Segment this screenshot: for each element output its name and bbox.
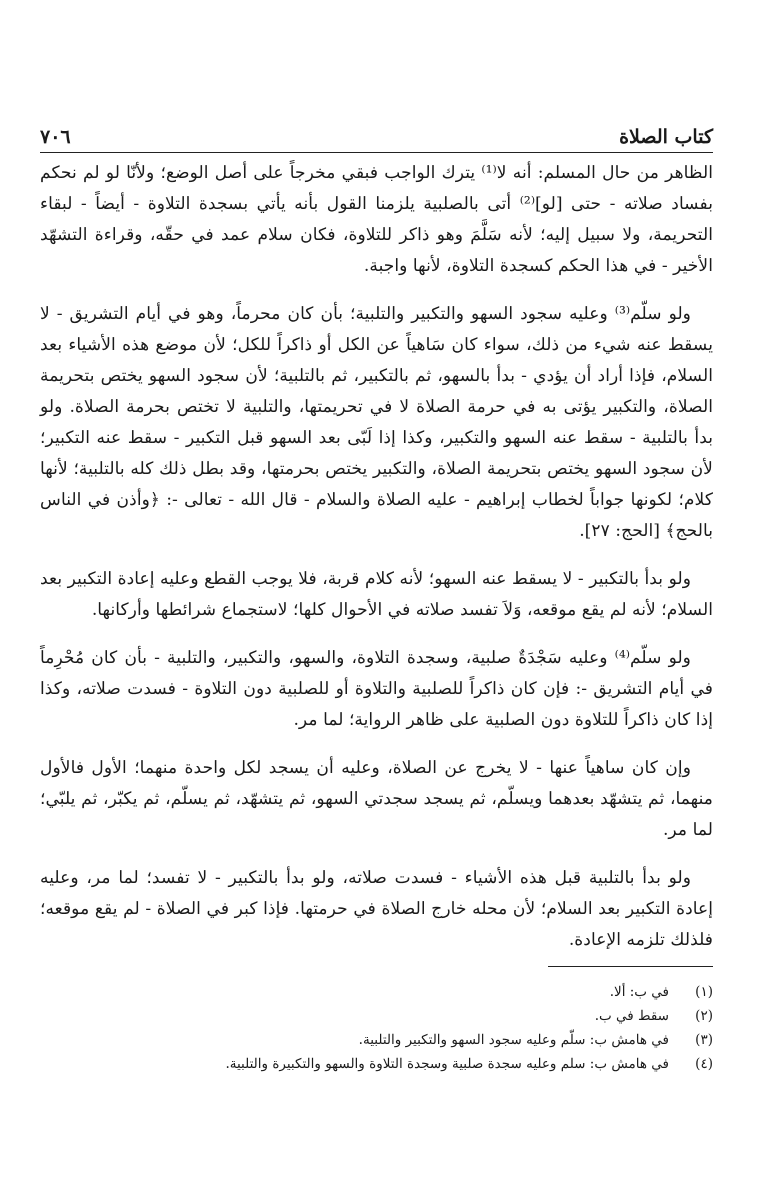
main-text xyxy=(40,158,713,973)
paragraph: ولو سلّم⁽⁴⁾ وعليه سَجْدَةٌ صلبية، وسجدة التلاوة، والسهو، والتكبير، والتلبية - بأن كان مُحْرِماً في أيام التشريق -: فإن كان ذاكراً للصلبية والتلاوة أو للصلبية دون التلاوة - فسدت صلاته، وكذا إذا كان ذاكراً للتلاوة دون الصلبية على ظاهر الرواية؛ لما مر. xyxy=(40,648,713,730)
footnote-number: (٤) xyxy=(695,1056,713,1072)
paragraph: ولو سلّم⁽³⁾ وعليه سجود السهو والتكبير والتلبية؛ بأن كان محرماً، وهو في أيام التشريق - لا يسقط عنه شيء من ذلك، سواء كان سَاهياً عن الكل أو ذاكراً للكل؛ لأن موضع هذه الأشياء بعد السلام، فإذا أراد أن يؤدي - بدأ بالسهو، ثم بالتكبير، ثم بالتلبية؛ لأن سجود السهو يختص بتحريمة الصلاة، والتكبير يؤتى به في حرمة الصلاة لا في تحريمتها، والتلبية لا تختص بحرمة الصلاة. ولو بدأ بالتلبية - سقط عنه السهو والتكبير، وكذا إذا لَبّى بعد السهو قبل التكبير - سقط عنه التكبير؛ لأن سجود السهو يختص بتحريمة الصلاة، والتكبير يختص بحرمتها، وقد بطل ذلك كله بالتلبية؛ لأنها كلام؛ لكونها جواباً لخطاب إبراهيم - عليه الصلاة والسلام - قال الله - تعالى -: ﴿وأذن في الناس بالحج﴾ [الحج: ٢٧]. xyxy=(40,304,713,541)
paragraph: ولو بدأ بالتلبية قبل هذه الأشياء - فسدت صلاته، ولو بدأ بالتكبير - لا تفسد؛ لما مر، وعليه إعادة التكبير بعد السلام؛ لأن محله خارج الصلاة في حرمتها. فإذا كبر في الصلاة - لم يقع موقعه؛ فلذلك تلزمه الإعادة. xyxy=(40,868,713,950)
footnote xyxy=(40,1028,713,1052)
paragraph: وإن كان ساهياً عنها - لا يخرج عن الصلاة، وعليه أن يسجد لكل واحدة منهما؛ الأول فالأول منهما، ثم يتشهّد بعدهما ويسلّم، ثم يسجد سجدتي السهو، ثم يتشهّد، ثم يسلّم، ثم يكبّر، ثم يلبّي؛ لما مر. xyxy=(40,758,713,840)
footnotes xyxy=(40,980,713,1076)
paragraph: ولو بدأ بالتكبير - لا يسقط عنه السهو؛ لأنه كلام قربة، فلا يوجب القطع وعليه إعادة التكبير بعد السلام؛ لأنه لم يقع موقعه، وَلاَ تفسد صلاته في الأحوال كلها؛ لاستجماع شرائطها وأركانها. xyxy=(40,569,713,620)
footnote-text: سقط في ب. xyxy=(594,1008,669,1024)
footnote xyxy=(40,1004,713,1028)
footnote xyxy=(40,980,713,1004)
footnote-number: (١) xyxy=(695,984,713,1000)
footnote xyxy=(40,1052,713,1076)
page-header xyxy=(40,116,713,148)
chapter-title: كتاب الصلاة xyxy=(619,126,713,148)
footnote-rule xyxy=(548,966,713,967)
footnote-text: في هامش ب: سلم وعليه سجدة صلبية وسجدة التلاوة والسهو والتكبيرة والتلبية. xyxy=(225,1056,669,1072)
footnote-number: (٣) xyxy=(695,1032,713,1048)
footnote-text: في ب: ألا. xyxy=(609,984,669,1000)
page-number: ٧٠٦ xyxy=(40,126,71,148)
footnote-number: (٢) xyxy=(695,1008,713,1024)
paragraph: الظاهر من حال المسلم: أنه لا⁽¹⁾ يترك الواجب فبقي مخرجاً على أصل الوضع؛ ولأنّا لو لم نحكم بفساد صلاته - حتى [لو]⁽²⁾ أتى بالصلبية يلزمنا القول بأنه يأتي بسجدة التلاوة - أيضاً - لبقاء التحريمة، ولا سبيل إليه؛ لأنه سَلَّمَ وهو ذاكر للتلاوة، فكان سلام عمد في حقّه، وقراءة التشهّد الأخير - في هذا الحكم كسجدة التلاوة، لأنها واجبة. xyxy=(40,163,713,276)
footnote-text: في هامش ب: سلّم وعليه سجود السهو والتكبير والتلبية. xyxy=(358,1032,669,1048)
header-rule xyxy=(40,152,713,153)
